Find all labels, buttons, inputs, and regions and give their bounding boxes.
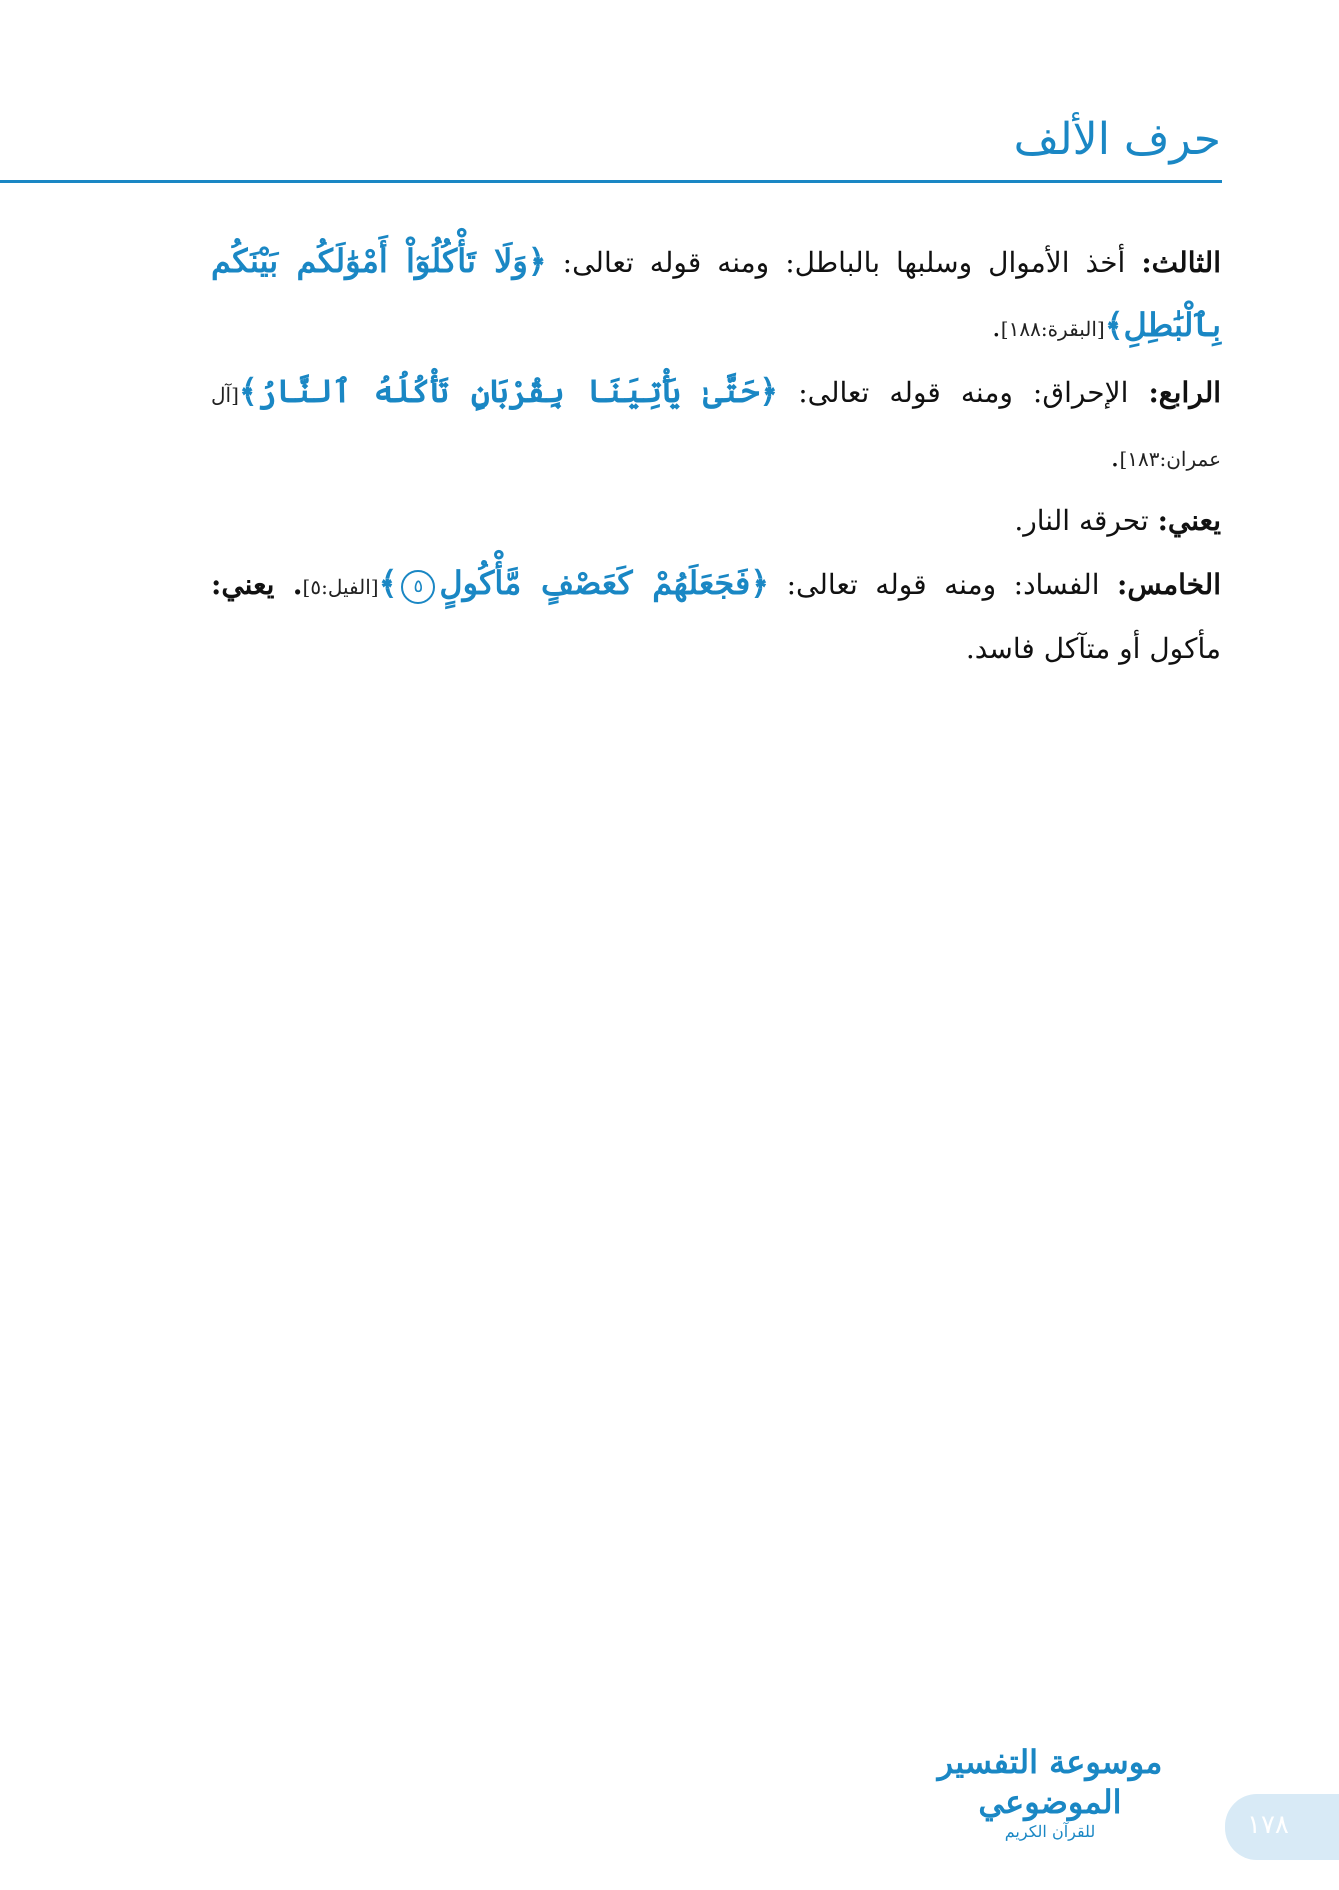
paragraph-text: تحرقه النار. — [1014, 504, 1158, 537]
paragraph-third — [211, 230, 1221, 360]
quran-verse: ﴿فَجَعَلَهُمْ كَعَصْفٍ مَّأْكُولٍ — [439, 564, 770, 602]
paragraph-text: أخذ الأموال وسلبها بالباطل: ومنه قوله تعالى: — [546, 246, 1142, 279]
logo-subtitle: للقرآن الكريم — [1004, 1822, 1096, 1841]
paragraph-tail-lead: . يعني: — [211, 568, 303, 601]
page-number-tab — [1225, 1794, 1339, 1860]
encyclopedia-logo — [920, 1742, 1180, 1842]
chapter-title: حرف الألف — [1013, 114, 1221, 165]
ayah-number-icon: ٥ — [401, 570, 435, 604]
verse-reference: [البقرة:١٨٨] — [1000, 317, 1105, 341]
paragraph-tail: . — [991, 310, 1001, 343]
paragraph-lead: الرابع: — [1148, 376, 1222, 409]
page-content — [211, 230, 1221, 680]
paragraph-text: الإحراق: ومنه قوله تعالى: — [778, 376, 1149, 409]
paragraph-lead: الثالث: — [1141, 246, 1221, 279]
paragraph-fourth — [211, 360, 1221, 490]
verse-reference: [آل عمران:١٨٣] — [211, 383, 1221, 471]
page-number: ١٧٨ — [1247, 1810, 1289, 1840]
paragraph-text: الفساد: ومنه قوله تعالى: — [769, 568, 1118, 601]
paragraph-fifth — [211, 552, 1221, 680]
paragraph-meaning — [211, 490, 1221, 552]
paragraph-tail: . — [1110, 440, 1120, 473]
paragraph-lead: الخامس: — [1117, 568, 1221, 601]
quran-verse: ﴿حَتَّىٰ يَأْتِيَنَا بِقُرْبَانٍ تَأْكُلُهُ ٱلنَّارُ﴾ — [238, 372, 779, 410]
quran-verse-close: ﴾ — [378, 564, 398, 602]
quran-verse: ﴿وَلَا تَأْكُلُوٓاْ أَمْوَٰلَكُم بَيْنَكُم بِٱلْبَٰطِلِ﴾ — [211, 242, 1221, 344]
paragraph-lead: يعني: — [1157, 504, 1221, 537]
header-rule — [0, 180, 1222, 183]
paragraph-tail: مأكول أو متآكل فاسد. — [965, 632, 1221, 665]
logo-title: موسوعة التفسير الموضوعي — [937, 1743, 1163, 1821]
verse-reference: [الفيل:٥] — [302, 575, 379, 599]
